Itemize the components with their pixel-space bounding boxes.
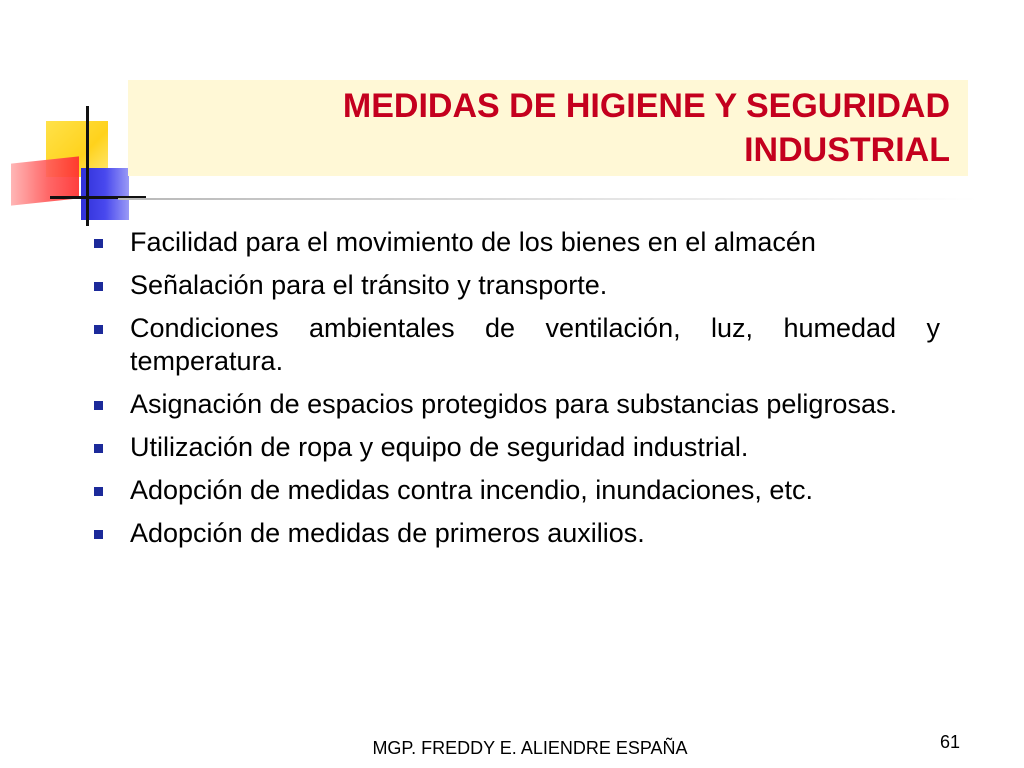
page-number: 61: [939, 732, 960, 752]
bullet-item: [94, 431, 940, 464]
bullet-text: Asignación de espacios protegidos para substancias peligrosas.: [130, 389, 897, 419]
logo-vertical-line: [86, 106, 89, 226]
bullet-item: [94, 312, 940, 378]
footer-author: MGP. FREDDY E. ALIENDRE ESPAÑA: [372, 738, 688, 758]
bullet-square-icon: [94, 487, 103, 496]
bullet-item: [94, 388, 940, 421]
title-rule: [118, 198, 978, 200]
bullet-square-icon: [94, 325, 103, 334]
bullet-text: Condiciones ambientales de ventilación, luz, humedad y temperatura.: [130, 313, 940, 376]
bullet-text: Facilidad para el movimiento de los bienes en el almacén: [130, 227, 816, 257]
bullet-square-icon: [94, 530, 103, 539]
slide-title-line-1: MEDIDAS DE HIGIENE Y SEGURIDAD: [342, 87, 950, 125]
bullet-item: [94, 226, 940, 259]
bullet-item: [94, 474, 940, 507]
bullet-square-icon: [94, 401, 103, 410]
bullet-square-icon: [94, 239, 103, 248]
slide-title: [190, 84, 950, 172]
bullet-item: [94, 517, 940, 550]
bullet-list: [94, 226, 940, 560]
slide-title-line-2: INDUSTRIAL: [744, 131, 950, 169]
bullet-text: Adopción de medidas contra incendio, inundaciones, etc.: [130, 475, 813, 505]
bullet-item: [94, 269, 940, 302]
bullet-square-icon: [94, 282, 103, 291]
bullet-square-icon: [94, 444, 103, 453]
bullet-text: Adopción de medidas de primeros auxilios.: [130, 518, 645, 548]
bullet-text: Señalación para el tránsito y transporte.: [130, 270, 608, 300]
bullet-text: Utilización de ropa y equipo de seguridad industrial.: [130, 432, 749, 462]
